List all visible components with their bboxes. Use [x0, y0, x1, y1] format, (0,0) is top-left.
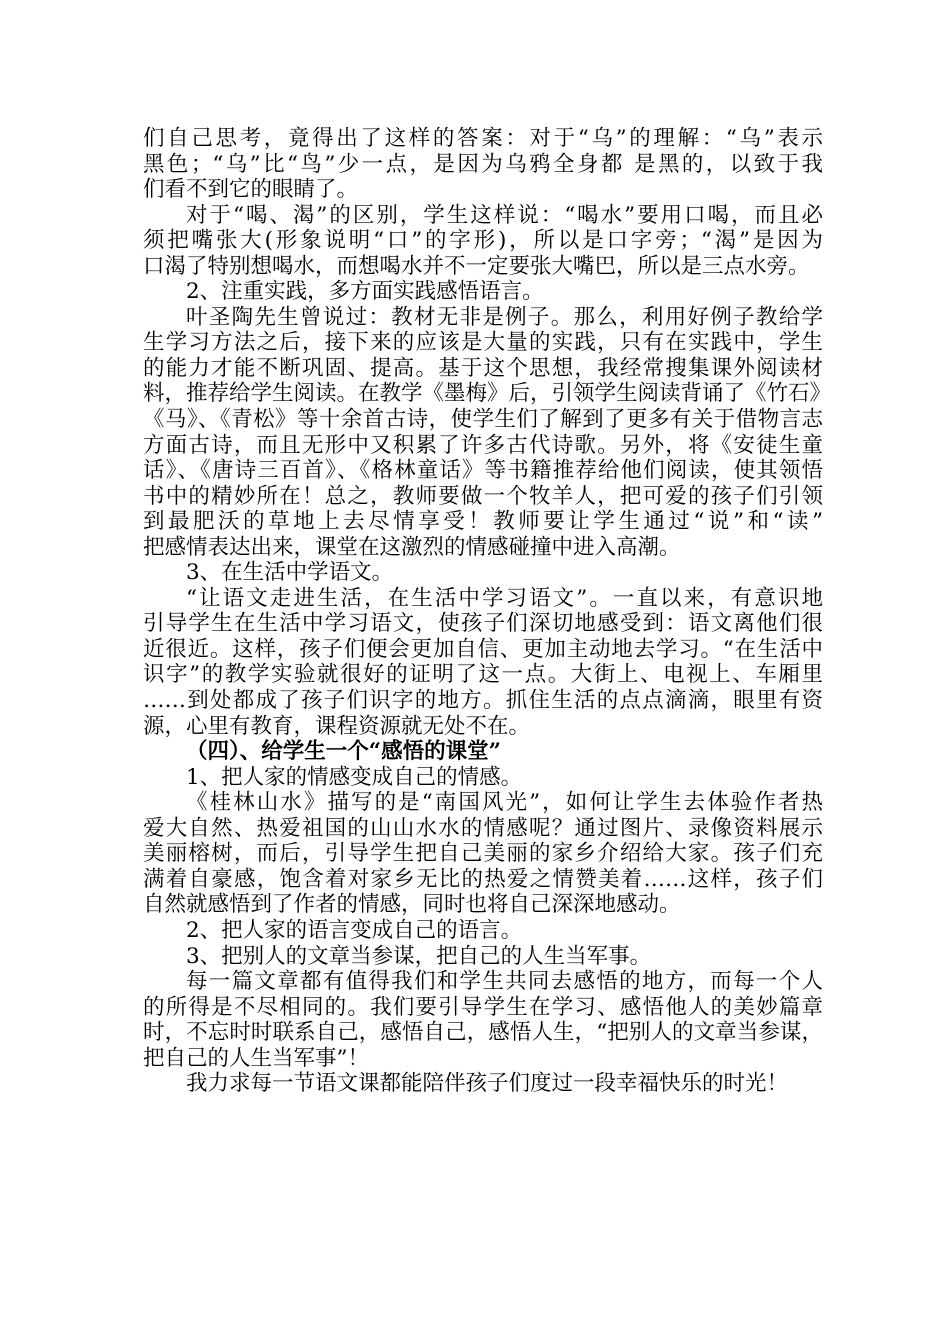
- text-line: ……到处都成了孩子们识字的地方。抓住生活的点点滴滴，眼里有资: [143, 688, 823, 714]
- text-line: 引导学生在生活中学习语文，使孩子们深切地感受到：语文离他们很: [143, 611, 823, 637]
- text-line: 《马》、《青松》等十余首古诗，使学生们了解到了更多有关于借物言志: [143, 407, 823, 433]
- text-line: 近很近。这样，孩子们便会更加自信、更加主动地去学习。“在生活中: [143, 636, 823, 662]
- text-line: 把自己的人生当军事”！: [143, 1045, 369, 1071]
- text-line: 自然就感悟到了作者的情感，同时也将自己深深地感动。: [143, 892, 681, 918]
- text-line: （四）、给学生一个“感悟的课堂”: [186, 739, 501, 765]
- text-line: 对于“喝、渴”的区别，学生这样说：“喝水”要用口喝，而且必: [186, 202, 823, 228]
- text-line: “让语文走进生活，在生活中学习语文”。一直以来，有意识地: [186, 585, 823, 611]
- text-line: 《桂林山水》描写的是“南国风光”，如何让学生去体验作者热: [186, 790, 823, 816]
- text-line: 书中的精妙所在！总之，教师要做一个牧羊人，把可爱的孩子们引领: [143, 483, 823, 509]
- paragraph: [143, 126, 823, 203]
- paragraph: [143, 1071, 823, 1097]
- paragraph: [143, 765, 823, 791]
- paragraph: [143, 304, 832, 560]
- text-line: 们自己思考，竟得出了这样的答案：对于“乌”的理解：“乌”表示: [143, 126, 823, 151]
- text-line: 满着自豪感，饱含着对家乡无比的热爱之情赞美着……这样，孩子们: [143, 866, 823, 892]
- paragraph: [143, 790, 823, 918]
- text-line: 生学习方法之后，接下来的应该是大量的实践，只有在实践中，学生: [143, 330, 823, 356]
- text-line: 2、注重实践，多方面实践感悟语言。: [186, 279, 544, 305]
- text-line: 须把嘴张大(形象说明“口”的字形)，所以是口字旁；“渴”是因为: [143, 228, 823, 254]
- text-line: 每一篇文章都有值得我们和学生共同去感悟的地方，而每一个人: [186, 969, 823, 995]
- text-line: 时，不忘时时联系自己，感悟自己，感悟人生，“把别人的文章当参谋，: [143, 1020, 823, 1046]
- paragraph: [143, 560, 823, 586]
- text-line: 3、在生活中学语文。: [186, 560, 394, 586]
- text-line: 把感情表达出来，课堂在这激烈的情感碰撞中进入高潮。: [143, 534, 681, 560]
- paragraph: [143, 203, 823, 280]
- text-line: 美丽榕树，而后，引导学生把自己美丽的家乡介绍给大家。孩子们充: [143, 841, 823, 867]
- document-page: [143, 126, 832, 1097]
- text-line: 的能力才能不断巩固、提高。基于这个思想，我经常搜集课外阅读材: [143, 355, 823, 381]
- paragraph: [143, 918, 823, 944]
- text-line: 口渴了特别想喝水，而想喝水并不一定要张大嘴巴，所以是三点水旁。: [143, 253, 810, 279]
- text-line: 我力求每一节语文课都能陪伴孩子们度过一段幸福快乐的时光！: [186, 1071, 789, 1097]
- paragraph: [143, 944, 823, 970]
- paragraph: [143, 969, 823, 1071]
- text-line: 方面古诗，而且无形中又积累了许多古代诗歌。另外，将《安徒生童: [143, 432, 823, 458]
- text-line: 料，推荐给学生阅读。在教学《墨梅》后，引领学生阅读背诵了《竹石》: [143, 381, 832, 407]
- paragraph: [143, 279, 823, 305]
- text-line: 3、把别人的文章当参谋，把自己的人生当军事。: [186, 943, 652, 969]
- paragraph: [143, 586, 823, 739]
- text-line: 们看不到它的眼睛了。: [143, 177, 359, 203]
- text-line: 话》、《唐诗三百首》、《格林童话》等书籍推荐给他们阅读，使其领悟: [143, 458, 823, 484]
- text-line: 爱大自然、热爱祖国的山山水水的情感呢？通过图片、录像资料展示: [143, 815, 823, 841]
- text-line: 2、把人家的语言变成自己的语言。: [186, 917, 523, 943]
- text-line: 源，心里有教育，课程资源就无处不在。: [143, 713, 531, 739]
- text-line: 1、把人家的情感变成自己的情感。: [186, 764, 523, 790]
- text-line: 黑色；“乌”比“鸟”少一点，是因为乌鸦全身都 是黑的，以致于我: [143, 151, 823, 177]
- text-line: 到最肥沃的草地上去尽情享受！教师要让学生通过“说”和“读”: [143, 509, 823, 535]
- text-line: 叶圣陶先生曾说过：教材无非是例子。那么，利用好例子教给学: [186, 304, 823, 330]
- text-line: 的所得是不尽相同的。我们要引导学生在学习、感悟他人的美妙篇章: [143, 994, 823, 1020]
- section-heading: [143, 739, 823, 765]
- text-line: 识字”的教学实验就很好的证明了这一点。大街上、电视上、车厢里: [143, 662, 823, 688]
